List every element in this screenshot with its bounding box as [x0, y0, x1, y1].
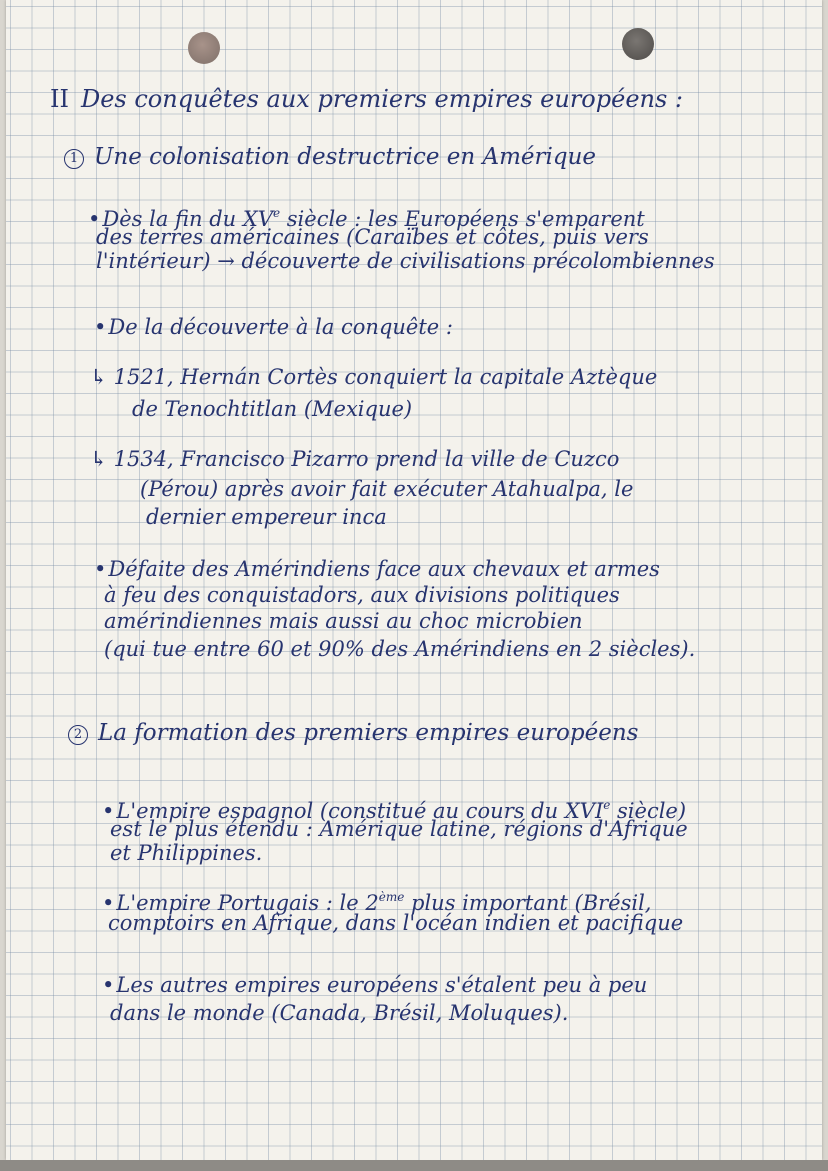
s1-arrow-1-line-1: ↳ 1521, Hernán Cortès conquiert la capitale Aztèque [90, 365, 658, 389]
bullet-dot: • [88, 207, 101, 231]
s1-bullet-1-line-1: •Dès la fin du XVe siècle : les Européens s'emparent [88, 206, 645, 231]
s1-arrow-2-line-1: ↳ 1534, Francisco Pizarro prend la ville de Cuzco [90, 447, 620, 471]
s2-bullet-3-line-2: dans le monde (Canada, Brésil, Moluques). [110, 1001, 569, 1025]
section-1-number: 1 [64, 149, 84, 169]
s1-bullet-3-line-3: amérindiennes mais aussi au choc microbien [104, 609, 583, 633]
section-2-number: 2 [68, 725, 88, 745]
s2-bullet-1-line-2: est le plus étendu : Amérique latine, régions d'Afrique [110, 817, 688, 841]
s2-bullet-2-line-1: •L'empire Portugais : le 2ème plus important (Brésil, [102, 890, 652, 915]
bullet-dot: • [102, 799, 115, 823]
bullet-dot: • [94, 557, 107, 581]
s2-bullet-2-line-2: comptoirs en Afrique, dans l'océan indien et pacifique [108, 911, 684, 935]
page-bottom-edge [0, 1160, 828, 1171]
bullet-dot: • [102, 891, 115, 915]
s1-bullet-3-line-2: à feu des conquistadors, aux divisions politiques [104, 583, 620, 607]
s2-bullet-1-line-3: et Philippines. [110, 841, 263, 865]
s1-arrow-2-line-2: (Pérou) après avoir fait exécuter Atahualpa, le [140, 477, 634, 501]
s1-bullet-1-line-3: l'intérieur) → découverte de civilisations précolombiennes [96, 249, 715, 273]
s1-arrow-2-line-3: dernier empereur inca [146, 505, 387, 529]
section-2-title-text: La formation des premiers empires européens [98, 720, 639, 746]
section-2-title [68, 720, 638, 746]
s2-bullet-3-line-1: •Les autres empires européens s'étalent peu à peu [102, 973, 648, 997]
main-heading [50, 86, 683, 112]
s1-bullet-3-line-1: •Défaite des Amérindiens face aux chevaux et armes [94, 557, 660, 581]
s1-bullet-3-line-4: (qui tue entre 60 et 90% des Amérindiens en 2 siècles). [104, 637, 696, 661]
punch-hole-left [188, 32, 220, 64]
arrow-icon: ↳ [90, 447, 108, 471]
section-1-title [64, 144, 596, 170]
notebook-page [6, 0, 822, 1160]
s1-bullet-2: •De la découverte à la conquête : [94, 315, 453, 339]
punch-hole-right [622, 28, 654, 60]
bullet-dot: • [94, 315, 107, 339]
heading-title: Des conquêtes aux premiers empires européens : [80, 85, 684, 113]
arrow-icon: ↳ [90, 365, 108, 389]
s1-arrow-1-line-2: de Tenochtitlan (Mexique) [132, 397, 413, 421]
s1-bullet-1-line-2: des terres américaines (Caraïbes et côtes, puis vers [96, 225, 649, 249]
heading-number: II [50, 85, 69, 113]
bullet-dot: • [102, 973, 115, 997]
section-1-title-text: Une colonisation destructrice en Amérique [94, 144, 597, 170]
s2-bullet-1-line-1: •L'empire espagnol (constitué au cours du XVIe siècle) [102, 798, 687, 823]
